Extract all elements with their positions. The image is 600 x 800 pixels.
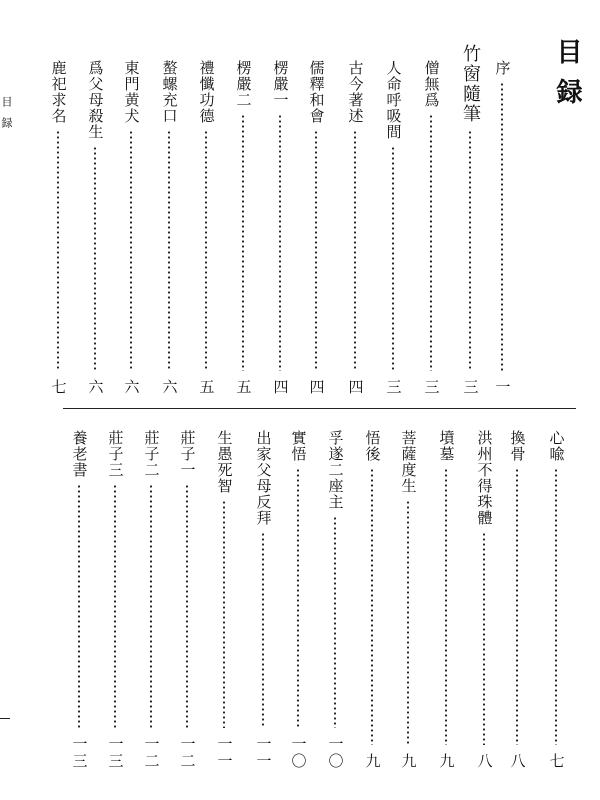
toc-entry-title: 悟後: [363, 430, 382, 462]
toc-entry-page: 九: [399, 753, 418, 770]
dot-leader: [94, 146, 96, 371]
dot-leader: [445, 468, 447, 745]
toc-entry-title: 莊子一: [178, 430, 197, 478]
toc-entry: [214, 430, 234, 770]
dot-leader: [262, 532, 264, 728]
toc-entry: [69, 430, 89, 770]
toc-entry-page: 三: [384, 379, 403, 396]
dot-leader: [469, 130, 471, 371]
dot-leader: [223, 500, 225, 728]
dot-leader: [57, 130, 59, 371]
toc-entry: [546, 430, 566, 770]
toc-entry: [270, 60, 290, 396]
toc-entry-title: 僧無爲: [422, 60, 441, 108]
toc-entry-page: 一二: [142, 736, 161, 770]
section-divider: [63, 408, 576, 409]
toc-entry: [325, 430, 345, 770]
toc-entry: [159, 60, 179, 396]
dot-leader: [516, 468, 518, 745]
toc-entry-page: 九: [437, 753, 456, 770]
toc-entry-title: 莊子三: [106, 430, 125, 478]
toc-entry: [141, 430, 161, 770]
dot-leader: [354, 130, 356, 371]
toc-entry-page: 八: [475, 753, 494, 770]
toc-entry-title: 換骨: [508, 430, 527, 462]
toc-entry-page: 三: [422, 379, 441, 396]
toc-entry: [233, 60, 253, 396]
dot-leader: [114, 484, 116, 728]
toc-entry-title: 墳墓: [437, 430, 456, 462]
toc-entry: [253, 430, 273, 770]
toc-entry: [398, 430, 418, 770]
dot-leader: [501, 82, 503, 371]
toc-entry-title: 實悟: [289, 430, 308, 462]
dot-leader: [168, 130, 170, 371]
toc-entry: [105, 430, 125, 770]
toc-entry: [474, 430, 494, 770]
toc-entry-page: 四: [307, 379, 326, 396]
toc-entry: [492, 60, 512, 396]
toc-entry-page: 一一: [215, 736, 234, 770]
toc-entry: [121, 60, 141, 396]
dot-leader: [392, 146, 394, 371]
toc-entry: [383, 60, 403, 396]
toc-entry-title: 鹿祀求名: [49, 60, 68, 124]
toc-entry-page: 一二: [178, 736, 197, 770]
toc-entry-page: 一三: [70, 736, 89, 770]
toc-entry-page: 七: [49, 379, 68, 396]
toc-entry-title: 禮懺功德: [197, 60, 216, 124]
toc-entry-title: 古今著述: [346, 60, 365, 124]
dot-leader: [130, 130, 132, 371]
toc-entry-page: 一〇: [289, 736, 308, 770]
toc-entry: [177, 430, 197, 770]
toc-entry: [460, 44, 480, 396]
dot-leader: [78, 484, 80, 728]
dot-leader: [483, 532, 485, 745]
toc-entry-title: 儒釋和會: [307, 60, 326, 124]
toc-entry-title: 孚遂二座主: [326, 430, 345, 510]
toc-entry-title: 洪州不得珠體: [475, 430, 494, 526]
toc-entry-title: 東門黄犬: [122, 60, 141, 124]
dot-leader: [430, 114, 432, 371]
dot-leader: [334, 516, 336, 728]
toc-entry: [507, 430, 527, 770]
dot-leader: [371, 468, 373, 745]
toc-entry-title: 楞嚴一: [271, 60, 290, 108]
dot-leader: [279, 114, 281, 371]
toc-entry-page: 一一: [254, 736, 273, 770]
dot-leader: [205, 130, 207, 371]
toc-entry: [436, 430, 456, 770]
dot-leader: [407, 500, 409, 745]
toc-entry: [306, 60, 326, 396]
toc-entry-title: 生愚死智: [215, 430, 234, 494]
toc-entry: [288, 430, 308, 770]
toc-entry-title: 莊子二: [142, 430, 161, 478]
dot-leader: [150, 484, 152, 728]
toc-entry-page: 三: [461, 379, 480, 396]
toc-entry-title: 螯螺充口: [160, 60, 179, 124]
toc-entry-page: 五: [197, 379, 216, 396]
toc-entry-page: 一: [493, 379, 512, 396]
dot-leader: [315, 130, 317, 371]
toc-entry-title: 楞嚴二: [234, 60, 253, 108]
dot-leader: [297, 468, 299, 728]
toc-entry-page: 八: [508, 753, 527, 770]
edge-rule: [0, 718, 10, 719]
toc-entry-page: 四: [346, 379, 365, 396]
toc-entry: [85, 60, 105, 396]
toc-entry-page: 一〇: [326, 736, 345, 770]
toc-entry-page: 六: [122, 379, 141, 396]
toc-entry-title: 人命呼吸間: [384, 60, 403, 140]
running-header-label: 目録: [0, 96, 13, 138]
toc-entry: [421, 60, 441, 396]
toc-entry: [196, 60, 216, 396]
toc-entry-title: 養老書: [70, 430, 89, 478]
toc-entry-title: 序: [493, 60, 512, 76]
toc-entry-page: 七: [547, 753, 566, 770]
toc-entry-title: 爲父母殺生: [86, 60, 105, 140]
toc-entry-title: 菩薩度生: [399, 430, 418, 494]
toc-entry: [345, 60, 365, 396]
dot-leader: [186, 484, 188, 728]
toc-entry-title: 竹窗隨筆: [460, 44, 481, 124]
toc-entry-page: 六: [86, 379, 105, 396]
toc-entry-page: 五: [234, 379, 253, 396]
toc-entry-title: 出家父母反拜: [254, 430, 273, 526]
toc-entry: [48, 60, 68, 396]
toc-entry-title: 心喩: [547, 430, 566, 462]
dot-leader: [555, 468, 557, 745]
toc-entry: [362, 430, 382, 770]
toc-entry-page: 一三: [106, 736, 125, 770]
toc-entry-page: 六: [160, 379, 179, 396]
toc-entry-page: 九: [363, 753, 382, 770]
dot-leader: [242, 114, 244, 371]
toc-entry-page: 四: [271, 379, 290, 396]
page-title: 目録: [552, 38, 582, 118]
